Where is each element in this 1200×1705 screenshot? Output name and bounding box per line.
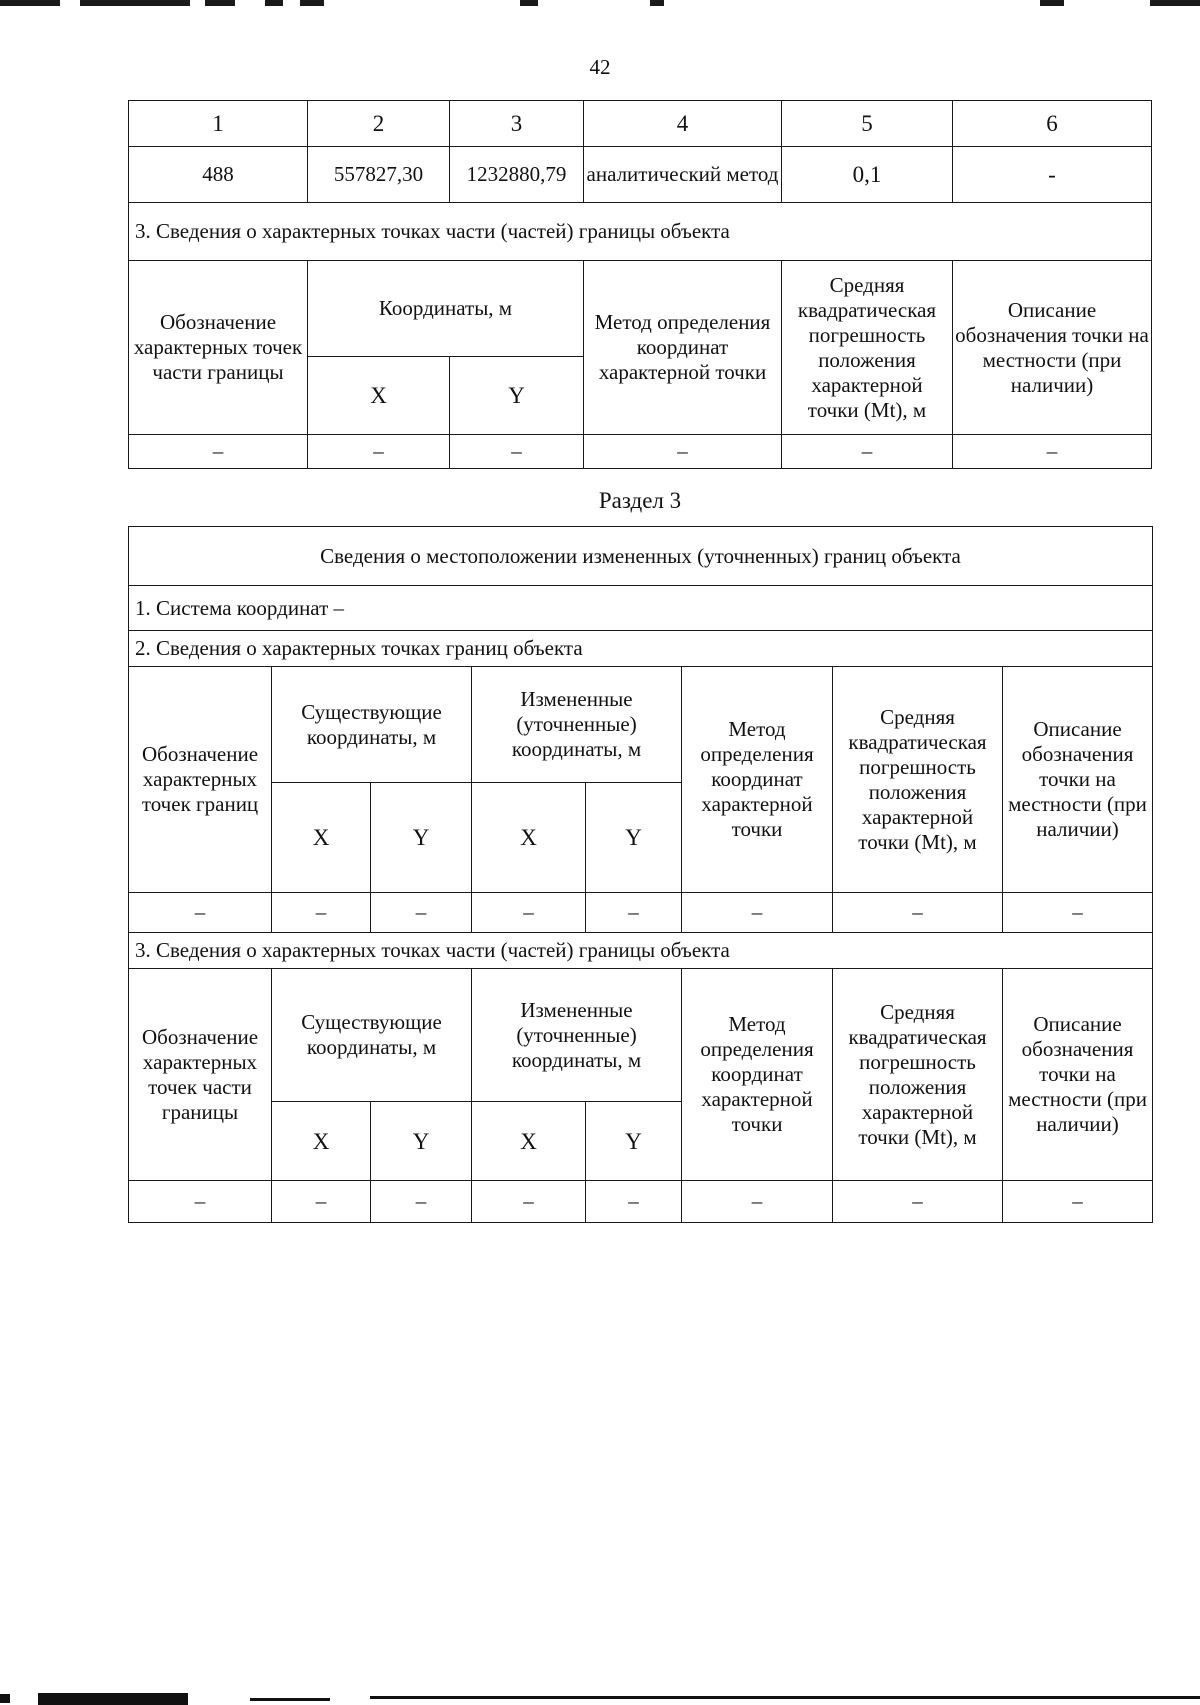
col-number: 1 <box>129 101 308 147</box>
empty-cell: – <box>371 1181 472 1223</box>
point-number: 488 <box>129 147 308 203</box>
table-row <box>129 1181 1153 1223</box>
table-row <box>129 893 1153 933</box>
header-changed-coordinates: Измененные (уточненные) координаты, м <box>472 969 682 1102</box>
header-designation: Обозначение характерных точек границ <box>129 667 272 893</box>
header-description: Описание обозначения точки на местности (при наличии) <box>953 261 1152 435</box>
section-title: 3. Сведения о характерных точках части (частей) границы объекта <box>129 933 1153 969</box>
header-x: X <box>272 1102 371 1181</box>
part-points-table <box>128 968 1153 1223</box>
changed-boundaries-table <box>128 526 1153 969</box>
scan-artifact-top <box>0 0 1200 8</box>
empty-cell: – <box>450 435 584 469</box>
column-number-row <box>129 101 1152 147</box>
empty-cell: – <box>782 435 953 469</box>
header-method: Метод определения координат характерной точки <box>682 969 833 1181</box>
empty-cell: – <box>272 1181 371 1223</box>
empty-cell: – <box>308 435 450 469</box>
header-method: Метод определения координат характерной точки <box>682 667 833 893</box>
empty-cell: – <box>586 1181 682 1223</box>
empty-cell: – <box>129 435 308 469</box>
empty-cell: – <box>472 1181 586 1223</box>
header-y: Y <box>450 357 584 435</box>
header-y: Y <box>586 1102 682 1181</box>
coord-y-value: 1232880,79 <box>450 147 584 203</box>
header-existing-coordinates: Существующие координаты, м <box>272 969 472 1102</box>
table-row <box>129 147 1152 203</box>
table-row <box>129 435 1152 469</box>
scan-artifact-bottom <box>0 1690 1200 1705</box>
section-heading: Раздел 3 <box>598 488 682 513</box>
error-value: 0,1 <box>782 147 953 203</box>
header-changed-coordinates: Измененные (уточненные) координаты, м <box>472 667 682 783</box>
description-value: - <box>953 147 1152 203</box>
col-number: 4 <box>584 101 782 147</box>
header-y: Y <box>371 1102 472 1181</box>
empty-cell: – <box>1003 1181 1153 1223</box>
empty-cell: – <box>682 893 833 933</box>
header-error: Средняя квадратическая погрешность положения характерной точки (Mt), м <box>782 261 953 435</box>
empty-cell: – <box>472 893 586 933</box>
empty-cell: – <box>371 893 472 933</box>
empty-cell: – <box>272 893 371 933</box>
coordinate-system: 1. Система координат – <box>129 586 1153 631</box>
header-x: X <box>472 1102 586 1181</box>
header-y: Y <box>371 783 472 893</box>
header-designation: Обозначение характерных точек части границы <box>129 969 272 1181</box>
empty-cell: – <box>584 435 782 469</box>
header-designation: Обозначение характерных точек части границы <box>129 261 308 435</box>
header-x: X <box>272 783 371 893</box>
points-table-continued <box>128 100 1152 469</box>
table-title: Сведения о местоположении измененных (уточненных) границ объекта <box>129 527 1153 586</box>
empty-cell: – <box>586 893 682 933</box>
page-number: 42 <box>589 55 611 79</box>
coord-x-value: 557827,30 <box>308 147 450 203</box>
section-title: 2. Сведения о характерных точках границ объекта <box>129 631 1153 667</box>
col-number: 5 <box>782 101 953 147</box>
method-value: аналитический метод <box>584 147 782 203</box>
header-x: X <box>308 357 450 435</box>
header-error: Средняя квадратическая погрешность положения характерной точки (Mt), м <box>833 969 1003 1181</box>
col-number: 6 <box>953 101 1152 147</box>
empty-cell: – <box>953 435 1152 469</box>
empty-cell: – <box>129 893 272 933</box>
header-error: Средняя квадратическая погрешность положения характерной точки (Mt), м <box>833 667 1003 893</box>
header-coordinates: Координаты, м <box>308 261 584 357</box>
empty-cell: – <box>682 1181 833 1223</box>
header-method: Метод определения координат характерной точки <box>584 261 782 435</box>
header-description: Описание обозначения точки на местности (при наличии) <box>1003 667 1153 893</box>
header-existing-coordinates: Существующие координаты, м <box>272 667 472 783</box>
empty-cell: – <box>1003 893 1153 933</box>
col-number: 2 <box>308 101 450 147</box>
header-y: Y <box>586 783 682 893</box>
section-title: 3. Сведения о характерных точках части (частей) границы объекта <box>129 203 1152 261</box>
header-description: Описание обозначения точки на местности (при наличии) <box>1003 969 1153 1181</box>
empty-cell: – <box>833 893 1003 933</box>
empty-cell: – <box>129 1181 272 1223</box>
header-x: X <box>472 783 586 893</box>
empty-cell: – <box>833 1181 1003 1223</box>
col-number: 3 <box>450 101 584 147</box>
